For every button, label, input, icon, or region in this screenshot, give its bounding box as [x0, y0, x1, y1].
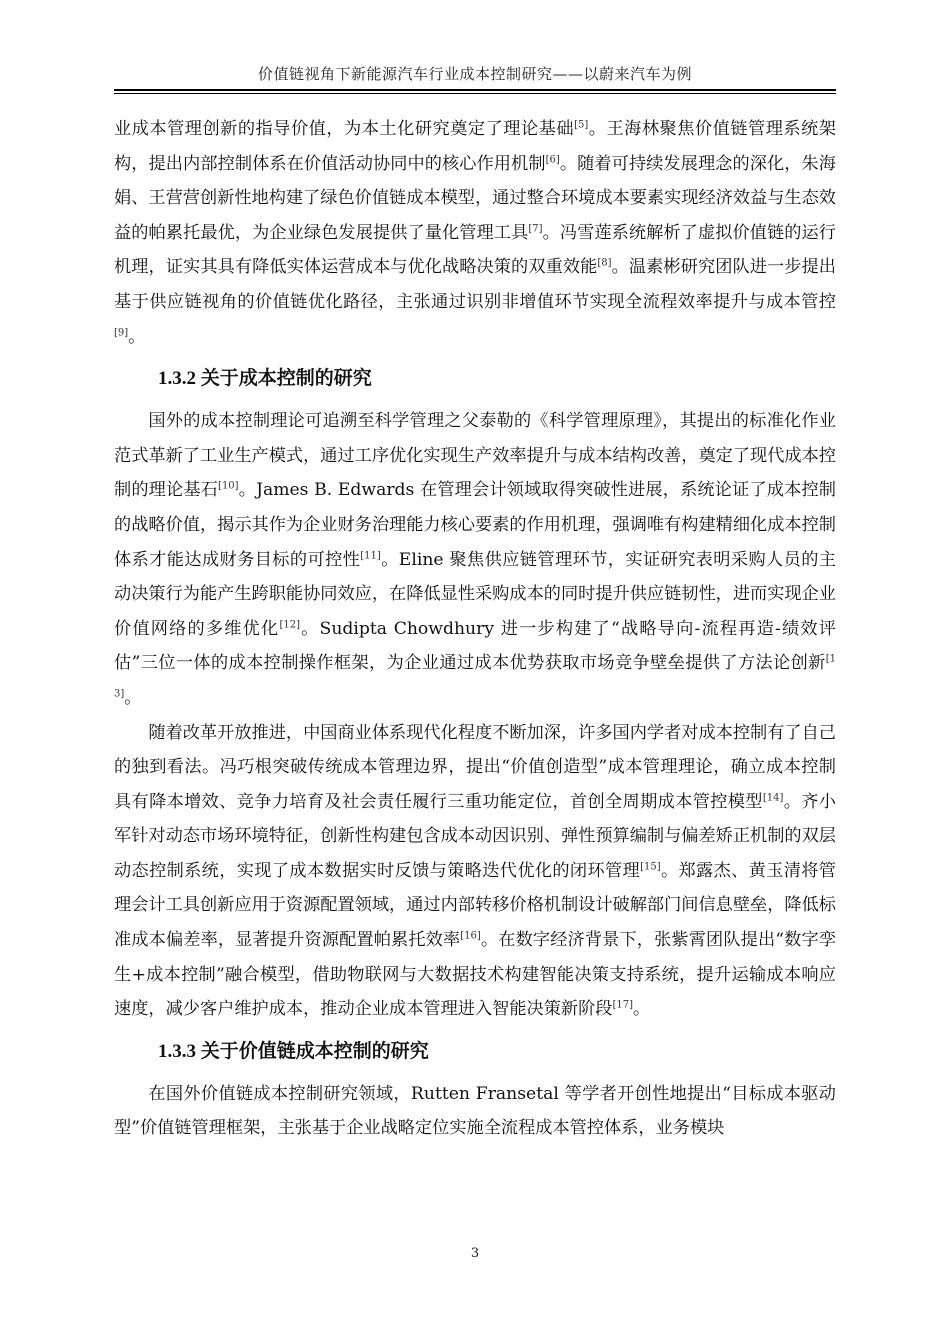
paragraph — [114, 404, 836, 715]
paragraph — [114, 112, 836, 354]
paragraph — [114, 716, 836, 1027]
text-run: 。温素彬研究团队进一步提出基于供应链视角的价值链优化路径，主张通过识别非增值环节实现全流程效率提升与成本管控 — [114, 257, 836, 312]
citation-ref: [14] — [762, 791, 784, 803]
page-body — [114, 112, 836, 1146]
citation-ref: [13] — [114, 653, 836, 700]
text-run: 在国外价值链成本控制研究领域，Rutten Fransetal 等学者开创性地提出“目标成本驱动型”价值链管理框架，主张基于企业战略定位实施全流程成本管控体系，业务模块 — [114, 1083, 836, 1139]
citation-ref: [11] — [360, 549, 381, 561]
citation-ref: [17] — [612, 999, 633, 1011]
text-run: 。 — [128, 326, 146, 347]
text-run: 。Sudipta Chowdhury 进一步构建了“战略导向-流程再造-绩效评估”三位一体的成本控制操作框架，为企业通过成本优势获取市场竞争壁垒提供了方法论创新 — [114, 618, 836, 674]
text-run: 。齐小军针对动态市场环境特征，创新性构建包含成本动因识别、弹性预算编制与偏差矫正机制的双层动态控制系统，实现了成本数据实时反馈与策略迭代优化的闭环管理 — [114, 791, 836, 881]
citation-ref: [16] — [460, 930, 481, 942]
header-rule-thick — [114, 89, 836, 91]
running-header: 价值链视角下新能源汽车行业成本控制研究——以蔚来汽车为例 — [257, 65, 692, 83]
text-run: 国外的成本控制理论可追溯至科学管理之父泰勒的《科学管理原理》，其提出的标准化作业范式革新了工业生产模式，通过工序优化实现生产效率提升与成本结构改善，奠定了现代成本控制的理论基石 — [114, 411, 836, 501]
citation-ref: [6] — [545, 153, 560, 165]
citation-ref: [9] — [114, 326, 129, 338]
text-run: 。王海林聚焦价值链管理系统架构，提出内部控制体系在价值活动协同中的核心作用机制 — [114, 119, 836, 174]
text-run: 。冯雪莲系统解析了虚拟价值链的运行机理，证实其具有降低实体运营成本与优化战略决策的双重效能 — [114, 222, 836, 278]
citation-ref: [7] — [528, 223, 543, 235]
section-heading: 1.3.3 关于价值链成本控制的研究 — [158, 1040, 429, 1062]
text-run: 。James B. Edwards 在管理会计领域取得突破性进展，系统论证了成本控制的战略价值，揭示其作为企业财务治理能力核心要素的作用机理，强调唯有构建精细化成本控制体系才能达成财务目标的可控性 — [114, 480, 836, 570]
page-number: 3 — [470, 1246, 480, 1261]
paragraph — [114, 1077, 836, 1146]
text-run: 。郑露杰、黄玉清将管理会计工具创新应用于资源配置领域，通过内部转移价格机制设计破解部门间信息壁垒，降低标准成本偏差率，显著提升资源配置帕累托效率 — [114, 860, 836, 951]
text-run: 。随着可持续发展理念的深化，朱海娟、王营营创新性地构建了绿色价值链成本模型，通过整合环境成本要素实现经济效益与生态效益的帕累托最优，为企业绿色发展提供了量化管理工具 — [114, 153, 836, 243]
text-run: 业成本管理创新的指导价值，为本土化研究奠定了理论基础 — [114, 119, 575, 139]
citation-ref: [10] — [218, 480, 239, 492]
citation-ref: [8] — [597, 257, 612, 269]
citation-ref: [5] — [574, 119, 589, 131]
citation-ref: [12] — [279, 618, 300, 630]
section-heading: 1.3.2 关于成本控制的研究 — [158, 368, 372, 390]
citation-ref: [15] — [640, 861, 661, 873]
header-rule-thin — [114, 93, 836, 94]
text-run: 随着改革开放推进，中国商业体系现代化程度不断加深，许多国内学者对成本控制有了自己的独到看法。冯巧根突破传统成本管理边界，提出“价值创造型”成本管理理论，确立成本控制具有降本增效、竞争力培育及社会责任履行三重功能定位，首创全周期成本管控模型 — [114, 722, 836, 812]
text-run: 。Eline 聚焦供应链管理环节，实证研究表明采购人员的主动决策行为能产生跨职能协同效应，在降低显性采购成本的同时提升供应链韧性，进而实现企业价值网络的多维优化 — [114, 549, 836, 639]
text-run: 。 — [124, 687, 142, 708]
text-run: 。在数字经济背景下，张紫霄团队提出“数字孪生+成本控制”融合模型，借助物联网与大数据技术构建智能决策支持系统，提升运输成本响应速度，减少客户维护成本，推动企业成本管理进入智能决策新阶段 — [114, 930, 836, 1020]
text-run: 。 — [632, 999, 651, 1020]
